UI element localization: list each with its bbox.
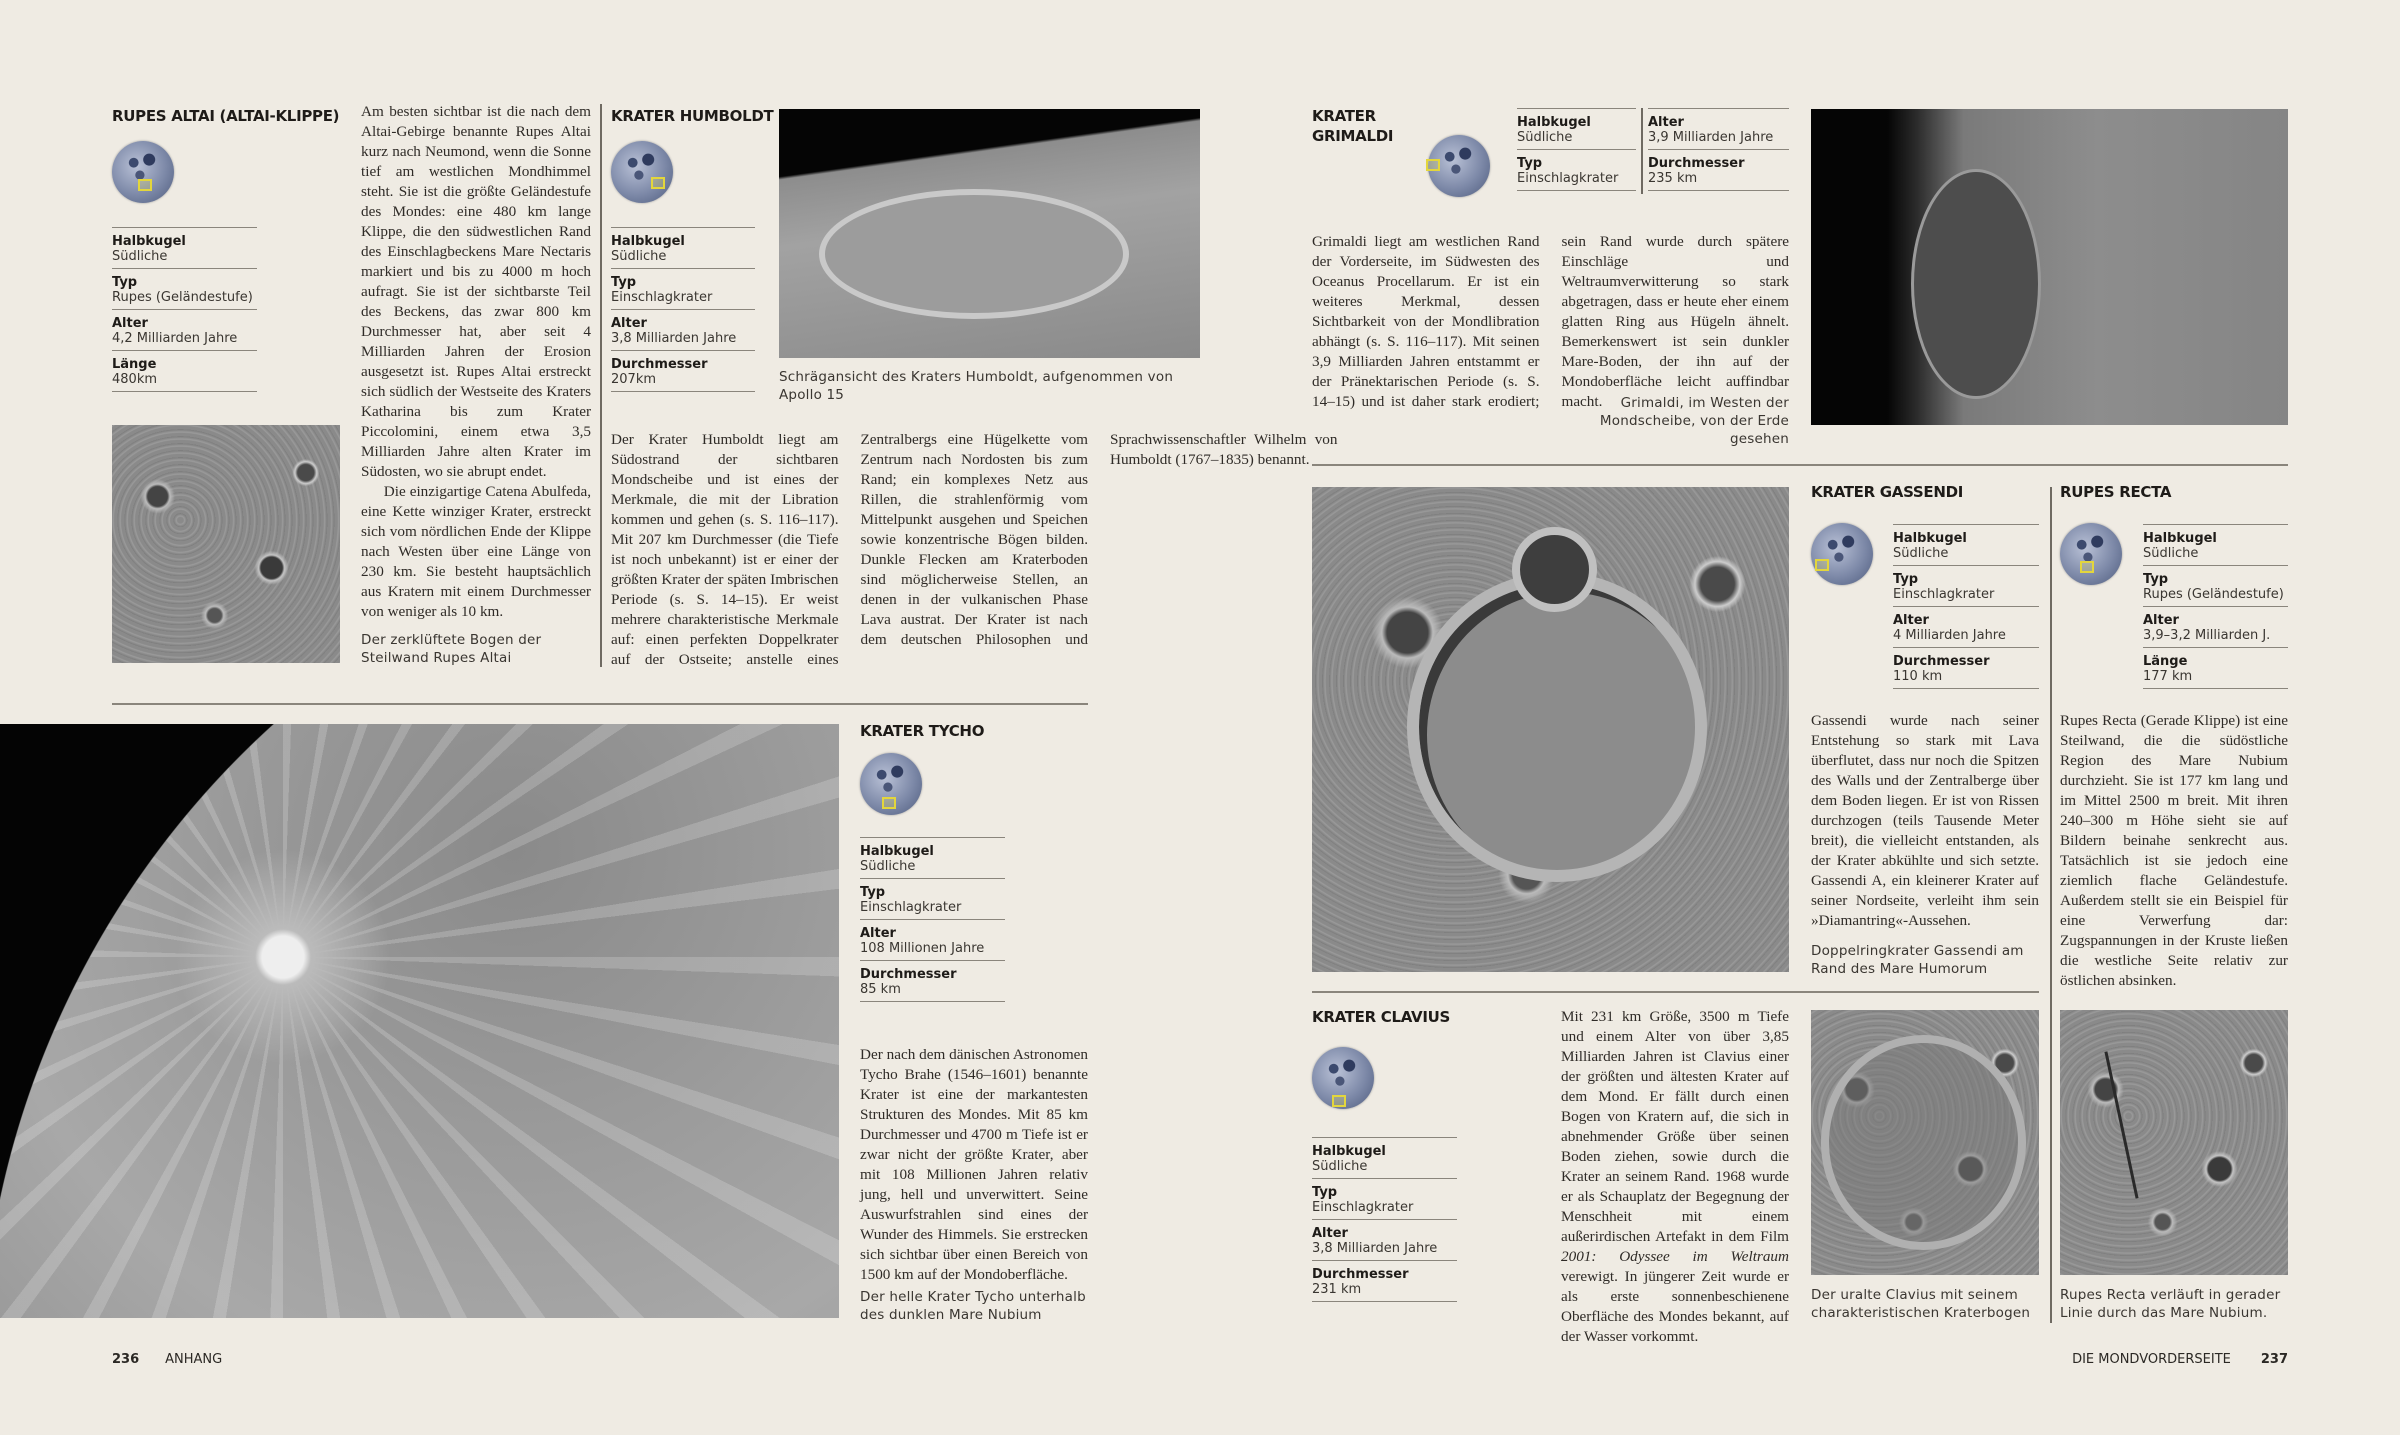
fact-value: Einschlagkrater xyxy=(611,290,713,305)
fact-value: 480km xyxy=(112,372,158,387)
grimaldi-body: Grimaldi liegt am westlichen Rand der Vorderseite, im Südwesten des Oceanus Procellarum. Er ist ein weiteres Merkmal, dessen Sichtbarkeit von der Mondlibration abhängt (s. S. 116–117). Mit seinen 3,9 Milliarden Jahren entstammt er der Pränektarischen Periode (s. S. 14–15) und ist daher stark erodiert; sein Rand wurde durch spätere Einschläge und Weltraumverwitterung so stark abgetragen, dass er heute eher einem glatten Ring aus Hügeln ähnelt. Bemerkenswert ist sein dunkler Mare-Boden, der ihn auf der Mondoberfläche leicht auffindbar macht. xyxy=(1312,233,1789,410)
fact-value: 85 km xyxy=(860,982,901,997)
section-divider xyxy=(1312,991,2039,993)
fact-label: Typ xyxy=(1517,156,1543,171)
fact-label: Länge xyxy=(112,357,157,372)
gassendi-body: Gassendi wurde nach seiner Entstehung so stark mit Lava überflutet, dass nur noch die Spitzen des Walls und der Zentralberge über dem Boden liegen. Er ist von Rissen durchzogen (teils Tausende Meter breit), die vielleicht entstanden, als der Krater abkühlte und sich setzte. Gassendi A, ein kleinerer Krater auf seiner Nordseite, verleiht ihm sein »Diamantring«-Aussehen. xyxy=(1811,712,2039,929)
fact-value: 3,8 Milliarden Jahre xyxy=(1312,1241,1438,1256)
fact-value: Südliche xyxy=(1517,130,1573,145)
section-name: ANHANG xyxy=(165,1352,223,1367)
fact-value: Südliche xyxy=(112,249,168,264)
fact-label: Halbkugel xyxy=(1517,115,1591,130)
moon-locator-icon xyxy=(2060,523,2122,585)
locator-marker-icon xyxy=(1426,159,1440,171)
footer-left xyxy=(112,1352,222,1367)
moon-locator-icon xyxy=(1312,1047,1374,1109)
grimaldi-facts-1 xyxy=(1517,108,1636,191)
grimaldi-caption: Grimaldi, im Westen der Mondscheibe, von der Erde gesehen xyxy=(1599,395,1789,447)
fact-label: Typ xyxy=(1893,572,1919,587)
crater-shape xyxy=(1407,572,1707,882)
body-paragraph: Am besten sichtbar ist die nach dem Altai-Gebirge benannte Rupes Altai kurz nach Neumond, wenn die Sonne tief am westlichen Mondhimmel steht. Sie ist die größte Geländestufe des Mondes: eine 480 km lange Klippe, die den südwestlichen Rand des Einschlagbeckens Mare Nectaris markiert und bis zu 4000 m hoch aufragt. Sie ist der sichtbarste Teil des Beckens, das zwar 800 km Durchmesser hat, aber seit 4 Milliarden Jahren der Erosion ausgesetzt ist. Rupes Altai erstreckt sich südlich der Westseite des Kraters Katharina bis zum Krater Piccolomini, einem etwa 3,5 Milliarden Jahre alten Krater im Südosten, wo sie abrupt endet. xyxy=(361,103,591,480)
fact-value: 3,8 Milliarden Jahre xyxy=(611,331,737,346)
fact-label: Alter xyxy=(112,316,148,331)
fact-label: Typ xyxy=(860,885,886,900)
column-divider xyxy=(600,104,602,667)
fact-label: Alter xyxy=(1312,1226,1348,1241)
fact-label: Typ xyxy=(112,275,138,290)
fact-value: Rupes (Geländestufe) xyxy=(2143,587,2284,602)
fact-value: Einschlagkrater xyxy=(1893,587,1995,602)
fact-label: Typ xyxy=(1312,1185,1338,1200)
humboldt-facts xyxy=(611,227,755,392)
facts-divider xyxy=(1641,108,1643,194)
fact-label: Durchmesser xyxy=(1648,156,1745,171)
crater-shape xyxy=(1512,527,1597,612)
locator-marker-icon xyxy=(1332,1095,1346,1107)
gassendi-facts xyxy=(1893,524,2039,689)
rupes-altai-title: RUPES ALTAI (ALTAI-KLIPPE) xyxy=(112,107,340,125)
humboldt-caption: Schrägansicht des Kraters Humboldt, aufgenommen von Apollo 15 xyxy=(779,369,1174,403)
fact-value: 207km xyxy=(611,372,657,387)
footer-right xyxy=(2060,1352,2288,1367)
fact-value: 4,2 Milliarden Jahre xyxy=(112,331,238,346)
grimaldi-title: KRATER GRIMALDI xyxy=(1312,107,1394,145)
film-title: 2001: Odyssee im Weltraum xyxy=(1561,1248,1789,1265)
fact-label: Alter xyxy=(860,926,896,941)
fact-label: Typ xyxy=(611,275,637,290)
column-divider xyxy=(2050,487,2052,1323)
body-text: Mit 231 km Größe, 3500 m Tiefe und einem Alter von über 3,85 Milliarden Jahren ist Clavius einer der größten und ältesten Krater auf dem Mond. Er fällt durch einen Bogen von Kratern auf, die sich in abnehmender Größe über seinen Boden ziehen, sowie durch die Krater an seinem Rand. 1968 wurde er als Schauplatz der Begegnung der Menschheit mit einem außerirdischen Artefakt in dem Film xyxy=(1561,1008,1789,1245)
fact-label: Alter xyxy=(1893,613,1929,628)
tycho-caption: Der helle Krater Tycho unterhalb des dunklen Mare Nubium xyxy=(860,1289,1086,1323)
clavius-body xyxy=(1561,1007,1789,1347)
rupes-altai-body xyxy=(361,102,591,622)
fact-label: Durchmesser xyxy=(611,357,708,372)
gassendi-photo xyxy=(1312,487,1789,972)
section-divider xyxy=(1312,464,2288,466)
fact-label: Alter xyxy=(611,316,647,331)
section-divider xyxy=(112,703,1088,705)
fact-value: Südliche xyxy=(1312,1159,1368,1174)
grimaldi-facts-2 xyxy=(1648,108,1789,191)
fact-value: 235 km xyxy=(1648,171,1698,186)
locator-marker-icon xyxy=(2080,561,2094,573)
fact-value: Südliche xyxy=(611,249,667,264)
fact-value: Einschlagkrater xyxy=(860,900,962,915)
moon-locator-icon xyxy=(860,753,922,815)
locator-marker-icon xyxy=(1815,559,1829,571)
fact-value: 108 Millionen Jahre xyxy=(860,941,985,956)
fact-value: Einschlagkrater xyxy=(1517,171,1619,186)
moon-locator-icon xyxy=(1811,523,1873,585)
fact-value: 110 km xyxy=(1893,669,1943,684)
fact-value: 3,9 Milliarden Jahre xyxy=(1648,130,1774,145)
humboldt-photo xyxy=(779,109,1200,358)
fact-label: Halbkugel xyxy=(112,234,186,249)
humboldt-title: KRATER HUMBOLDT xyxy=(611,107,774,125)
rupes-altai-caption: Der zerklüftete Bogen der Steilwand Rupes Altai xyxy=(361,632,542,666)
fact-label: Alter xyxy=(2143,613,2179,628)
fact-value: Südliche xyxy=(860,859,916,874)
fact-label: Länge xyxy=(2143,654,2188,669)
fact-label: Halbkugel xyxy=(611,234,685,249)
locator-marker-icon xyxy=(651,177,665,189)
fact-label: Halbkugel xyxy=(860,844,934,859)
fact-value: 231 km xyxy=(1312,1282,1362,1297)
locator-marker-icon xyxy=(138,179,152,191)
body-text: verewigt. In jüngerer Zeit wurde er als erste sonnenbeschienene Oberfläche des Mondes bekannt, auf der Wasser vorkommt. xyxy=(1561,1268,1789,1345)
fact-value: 177 km xyxy=(2143,669,2193,684)
gassendi-title: KRATER GASSENDI xyxy=(1811,483,1964,501)
section-name: DIE MONDVORDERSEITE xyxy=(2072,1352,2231,1367)
fact-value: Südliche xyxy=(1893,546,1949,561)
fact-label: Halbkugel xyxy=(2143,531,2217,546)
locator-marker-icon xyxy=(882,797,896,809)
fact-value: Südliche xyxy=(2143,546,2199,561)
fact-label: Durchmesser xyxy=(1893,654,1990,669)
fact-label: Durchmesser xyxy=(1312,1267,1409,1282)
fact-label: Typ xyxy=(2143,572,2169,587)
rupes-altai-facts xyxy=(112,227,257,392)
fact-label: Durchmesser xyxy=(860,967,957,982)
moon-locator-icon xyxy=(1428,135,1490,197)
fact-value: 3,9–3,2 Milliarden J. xyxy=(2143,628,2271,643)
fact-value: Einschlagkrater xyxy=(1312,1200,1414,1215)
humboldt-body: Der Krater Humboldt liegt am Südostrand der sichtbaren Mondscheibe und ist eines der Merkmale, die mit der Libration kommen und gehen (s. S. 116–117). Mit 207 km Durchmesser (die Tiefe ist noch unbekannt) ist er einer der größten Krater der späten Imbrischen Periode (s. S. 14–15). Er weist mehrere charakteristische Merkmale auf: einen perfekten Doppelkrater auf der Ostseite; anstelle eines Zentralbergs eine Hügelkette vom Zentrum nach Nordosten bis zum Rand; ein komplexes Netz aus Rillen, die strahlenförmig vom Mittelpunkt ausgehen und Speichen sowie konzentrische Bögen bilden. Dunkle Flecken am Kraterboden sind möglicherweise Stellen, an denen in der vulkanischen Phase Lava austrat. Der Krater ist nach dem deutschen Philosophen und Sprachwissenschaftler Wilhelm von Humboldt (1767–1835) benannt. xyxy=(611,431,1338,668)
page-number: 236 xyxy=(112,1352,140,1367)
fact-value: 4 Milliarden Jahre xyxy=(1893,628,2006,643)
crater-shape xyxy=(1821,1035,2026,1250)
tycho-photo xyxy=(0,724,839,1318)
clavius-facts xyxy=(1312,1137,1457,1302)
crater-shape xyxy=(1911,169,2041,399)
moon-locator-icon xyxy=(611,141,673,203)
tycho-facts xyxy=(860,837,1005,1002)
body-paragraph: Die einzigartige Catena Abulfeda, eine Kette winziger Krater, erstreckt sich vom nördlichen Ende der Klippe nach Westen über eine Länge von 230 km. Sie besteht hauptsächlich aus Kratern mit einem Durchmesser von weniger als 10 km. xyxy=(361,483,591,620)
rupes-recta-caption: Rupes Recta verläuft in gerader Linie durch das Mare Nubium. xyxy=(2060,1287,2281,1321)
tycho-title: KRATER TYCHO xyxy=(860,722,985,740)
moon-locator-icon xyxy=(112,141,174,203)
fact-label: Alter xyxy=(1648,115,1684,130)
rupes-recta-body: Rupes Recta (Gerade Klippe) ist eine Steilwand, die die südöstliche Region des Mare Nubium durchzieht. Sie ist 177 km lang und im Mittel 2500 m breit. Mit ihren 240–300 m Höhe sieht sie auf Bildern beinahe senkrecht aus. Tatsächlich ist sie jedoch eine ziemlich flache Geländestufe. Außerdem stellt sie ein Beispiel für eine Verwerfung dar: Zugspannungen in der Kruste ließen die westliche Seite relativ zur östlichen absinken. xyxy=(2060,712,2288,989)
rupes-recta-photo xyxy=(2060,1010,2288,1275)
clavius-caption: Der uralte Clavius mit seinem charakteristischen Kraterbogen xyxy=(1811,1287,2031,1321)
fact-label: Halbkugel xyxy=(1893,531,1967,546)
rupes-altai-photo xyxy=(112,425,340,663)
gassendi-caption: Doppelringkrater Gassendi am Rand des Mare Humorum xyxy=(1811,943,2024,977)
tycho-body: Der nach dem dänischen Astronomen Tycho Brahe (1546–1601) benannte Krater ist eine der markantesten Strukturen des Mondes. Mit 85 km Durchmesser und 4700 m Tiefe ist er zwar nicht der größte Krater, aber mit 108 Millionen Jahren relativ jung, hell und unverwittert. Seine Auswurfstrahlen sind eines der Wunder des Himmels. Sie erstrecken sich sichtbar über einen Bereich von 1500 km auf der Mondoberfläche. xyxy=(860,1046,1088,1283)
rupes-recta-facts xyxy=(2143,524,2288,689)
scarp-line xyxy=(2104,1051,2138,1198)
fact-value: Rupes (Geländestufe) xyxy=(112,290,253,305)
clavius-title: KRATER CLAVIUS xyxy=(1312,1008,1450,1026)
page-number: 237 xyxy=(2260,1352,2288,1367)
fact-label: Halbkugel xyxy=(1312,1144,1386,1159)
rupes-recta-title: RUPES RECTA xyxy=(2060,483,2172,501)
crater-shape xyxy=(819,189,1129,319)
grimaldi-photo xyxy=(1811,109,2288,425)
clavius-photo xyxy=(1811,1010,2039,1275)
